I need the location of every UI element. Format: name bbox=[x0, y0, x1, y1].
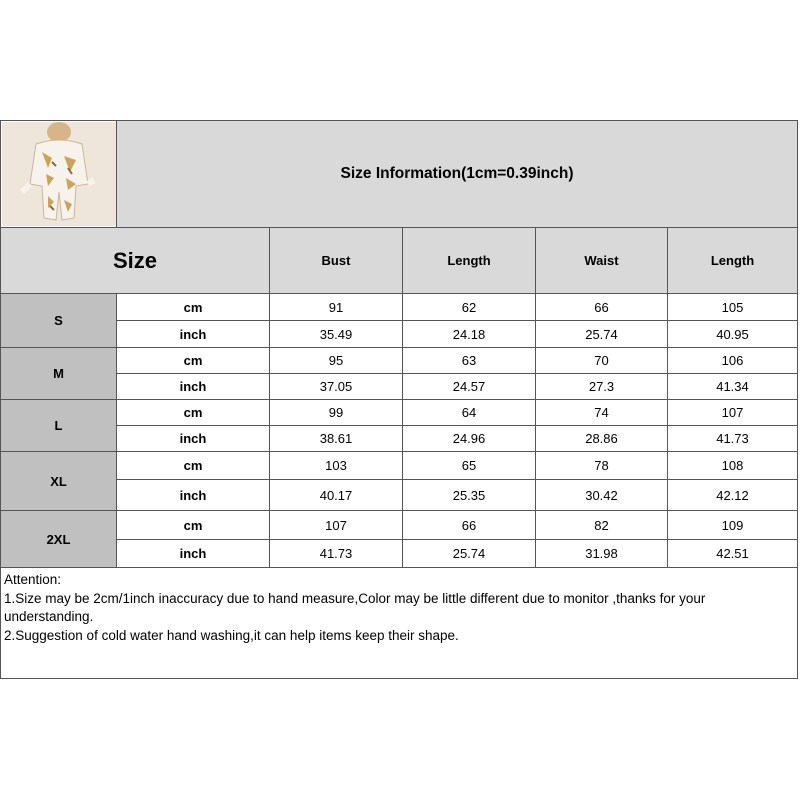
notes-line-1: 1.Size may be 2cm/1inch inaccuracy due to hand measure,Color may be little different due to monitor ,thanks for your understanding. bbox=[4, 590, 706, 624]
grid-line bbox=[116, 293, 117, 567]
table-cell: 70 bbox=[594, 353, 609, 368]
unit-label: cm bbox=[183, 299, 203, 315]
table-cell: 25.74 bbox=[585, 326, 618, 342]
table-cell: 103 bbox=[325, 458, 347, 473]
table-cell: 30.42 bbox=[585, 487, 618, 503]
product-photo bbox=[2, 122, 116, 226]
table-cell: 41.34 bbox=[716, 379, 749, 394]
column-header-waist: Waist bbox=[536, 228, 667, 293]
table-cell: 107 bbox=[721, 405, 744, 420]
column-header-bust: Bust bbox=[270, 228, 402, 293]
grid-line bbox=[116, 120, 117, 227]
size-label-l: L bbox=[1, 400, 116, 451]
table-cell: 28.86 bbox=[585, 431, 618, 446]
table-cell: 62 bbox=[461, 299, 477, 315]
table-cell: 82 bbox=[594, 517, 609, 533]
table-cell: 42.12 bbox=[716, 487, 749, 503]
table-cell: 91 bbox=[328, 299, 344, 315]
grid-line bbox=[116, 425, 798, 426]
size-label-xl: XL bbox=[1, 452, 116, 510]
grid-line bbox=[0, 399, 798, 400]
grid-line bbox=[269, 227, 270, 567]
unit-label: cm bbox=[183, 517, 203, 533]
grid-line bbox=[0, 293, 798, 294]
unit-label: cm bbox=[183, 353, 203, 368]
notes-heading: Attention: bbox=[4, 572, 62, 587]
table-cell: 95 bbox=[328, 353, 344, 368]
table-cell: 107 bbox=[325, 517, 347, 533]
grid-line bbox=[0, 510, 798, 511]
grid-line bbox=[116, 479, 798, 480]
table-cell: 27.3 bbox=[588, 379, 615, 394]
table-cell: 40.17 bbox=[319, 487, 353, 503]
table-cell: 38.61 bbox=[319, 431, 353, 446]
unit-label: inch bbox=[179, 326, 207, 342]
table-cell: 42.51 bbox=[716, 546, 749, 561]
table-cell: 65 bbox=[461, 458, 477, 473]
table-cell: 35.49 bbox=[319, 326, 353, 342]
unit-label: inch bbox=[179, 546, 207, 561]
table-cell: 24.96 bbox=[452, 431, 486, 446]
table-cell: 66 bbox=[461, 517, 477, 533]
column-header-length-2: Length bbox=[668, 228, 797, 293]
table-cell: 37.05 bbox=[319, 379, 353, 394]
unit-label: inch bbox=[179, 379, 207, 394]
unit-label: cm bbox=[183, 405, 203, 420]
grid-line bbox=[535, 227, 536, 567]
unit-label: inch bbox=[179, 431, 207, 446]
table-cell: 31.98 bbox=[585, 546, 618, 561]
table-cell: 63 bbox=[461, 353, 477, 368]
notes-line-2: 2.Suggestion of cold water hand washing,it can help items keep their shape. bbox=[4, 627, 459, 643]
header-band bbox=[117, 121, 797, 227]
grid-line bbox=[667, 227, 668, 567]
table-cell: 41.73 bbox=[319, 546, 353, 561]
grid-line bbox=[116, 320, 798, 321]
grid-line bbox=[0, 227, 798, 228]
table-cell: 41.73 bbox=[716, 431, 749, 446]
grid-line bbox=[0, 451, 798, 452]
grid-line bbox=[116, 373, 798, 374]
table-cell: 108 bbox=[721, 458, 744, 473]
table-cell: 66 bbox=[594, 299, 609, 315]
table-cell: 74 bbox=[594, 405, 609, 420]
attention-notes bbox=[4, 571, 794, 645]
size-heading: Size bbox=[1, 228, 269, 293]
table-cell: 40.95 bbox=[716, 326, 749, 342]
grid-line bbox=[0, 567, 798, 568]
table-cell: 99 bbox=[328, 405, 344, 420]
table-cell: 25.35 bbox=[452, 487, 486, 503]
table-cell: 25.74 bbox=[452, 546, 486, 561]
table-cell: 24.57 bbox=[452, 379, 486, 394]
size-label-s: S bbox=[1, 294, 116, 347]
unit-label: inch bbox=[179, 487, 207, 503]
grid-line bbox=[0, 347, 798, 348]
table-cell: 78 bbox=[594, 458, 609, 473]
table-cell: 106 bbox=[721, 353, 744, 368]
table-cell: 64 bbox=[461, 405, 477, 420]
size-label-2xl: 2XL bbox=[1, 511, 116, 567]
unit-label: cm bbox=[183, 458, 203, 473]
column-header-length: Length bbox=[403, 228, 535, 293]
table-cell: 24.18 bbox=[452, 326, 486, 342]
table-cell: 109 bbox=[721, 517, 744, 533]
size-label-m: M bbox=[1, 348, 116, 399]
table-cell: 105 bbox=[721, 299, 744, 315]
grid-line bbox=[116, 539, 798, 540]
chart-title: Size Information(1cm=0.39inch) bbox=[340, 165, 574, 182]
grid-line bbox=[402, 227, 403, 567]
